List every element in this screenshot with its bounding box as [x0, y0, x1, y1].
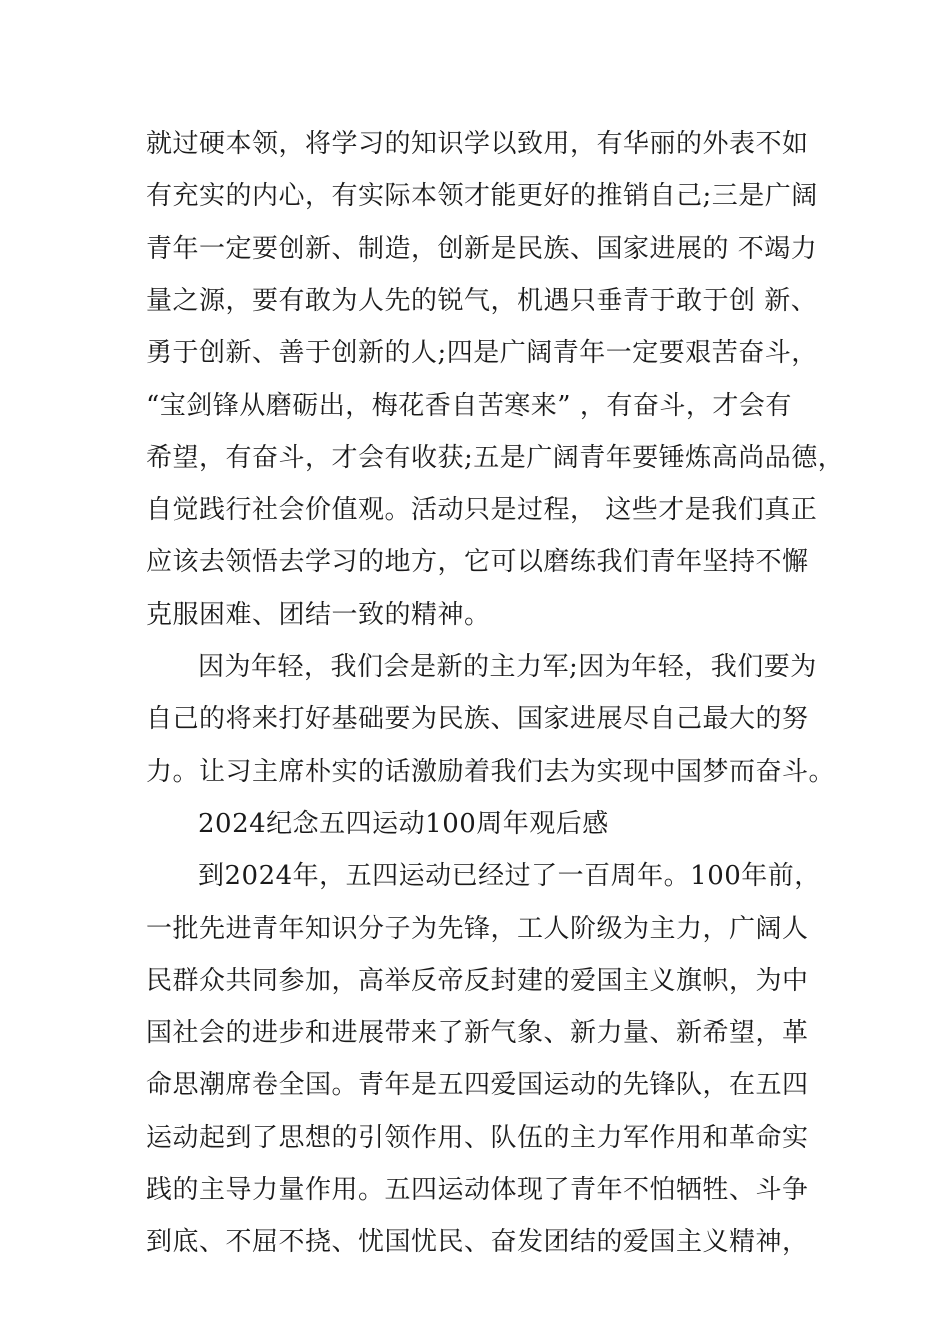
text-line: 运动起到了思想的引领作用、队伍的主力军作用和革命实: [146, 1123, 809, 1153]
text-line: 命思潮席卷全国。青年是五四爱国运动的先锋队，在五四: [146, 1070, 809, 1100]
text-line: 青年一定要创新、制造，创新是民族、国家进展的 不竭力: [146, 234, 818, 264]
text-line: 勇于创新、善于创新的人;四是广阔青年一定要艰苦奋斗，: [146, 338, 818, 368]
text-line: 有充实的内心，有实际本领才能更好的推销自己;三是广阔: [146, 181, 818, 211]
text-line: 希望，有奋斗，才会有收获;五是广阔青年要锤炼高尚品德，: [146, 443, 845, 473]
text-line: 到2024年，五四运动已经过了一百周年。100年前，: [198, 861, 821, 891]
text-line: 国社会的进步和进展带来了新气象、新力量、新希望，革: [146, 1018, 809, 1048]
text-line: 自己的将来打好基础要为民族、国家进展尽自己最大的努: [146, 704, 809, 734]
text-line: 就过硬本领，将学习的知识学以致用，有华丽的外表不如: [146, 129, 809, 159]
text-line: 民群众共同参加，高举反帝反封建的爱国主义旗帜，为中: [146, 966, 809, 996]
text-line: 克服困难、团结一致的精神。: [146, 600, 491, 630]
text-line: 因为年轻，我们会是新的主力军;因为年轻，我们要为: [198, 652, 817, 682]
text-line: “宝剑锋从磨砺出，梅花香自苦寒来” ，有奋斗，才会有: [146, 391, 792, 421]
text-line: 自觉践行社会价值观。活动只是过程， 这些才是我们真正: [146, 495, 818, 525]
text-line: 践的主导力量作用。五四运动体现了青年不怕牺牲、斗争: [146, 1175, 809, 1205]
text-line: 量之源，要有敢为人先的锐气，机遇只垂青于敢于创 新、: [146, 286, 818, 316]
text-line: 到底、不屈不挠、忧国忧民、奋发团结的爱国主义精神，: [146, 1227, 809, 1257]
text-line: 应该去领悟去学习的地方，它可以磨练我们青年坚持不懈: [146, 547, 809, 577]
text-line: 一批先进青年知识分子为先锋，工人阶级为主力，广阔人: [146, 914, 809, 944]
text-line: 力。让习主席朴实的话激励着我们去为实现中国梦而奋斗。: [146, 757, 836, 787]
section-heading: 2024纪念五四运动100周年观后感: [198, 809, 609, 839]
